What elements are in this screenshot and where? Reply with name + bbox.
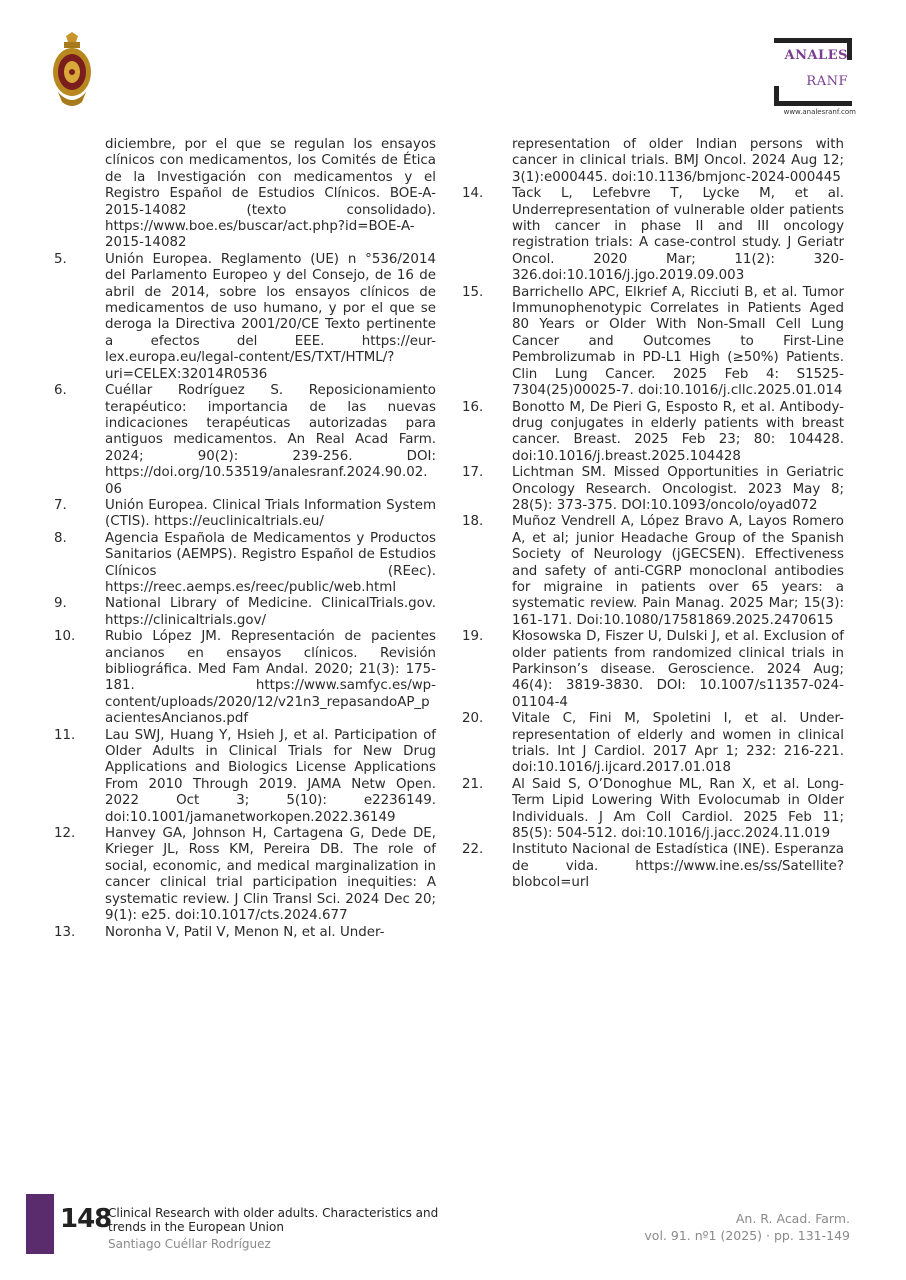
reference-number: 7. [54, 497, 67, 513]
journal-volume: vol. 91. nº1 (2025) · pp. 131-149 [644, 1228, 850, 1243]
reference-item [54, 137, 436, 252]
logo-url: www.analesranf.com [783, 108, 856, 116]
footer-author: Santiago Cuéllar Rodríguez [108, 1237, 271, 1251]
reference-item [54, 252, 436, 383]
reference-item [54, 498, 436, 531]
reference-number: 13. [54, 924, 76, 940]
reference-text: Bonotto M, De Pieri G, Esposto R, et al. Antibody-drug conjugates in elderly patients with breast cancer. Breast. 2025 Feb 23; 80: 104428. doi:10.1016/j.breast.2025.104428 [512, 399, 844, 464]
reference-item [462, 137, 844, 186]
reference-item [54, 728, 436, 826]
reference-number: 8. [54, 530, 67, 546]
reference-number: 9. [54, 596, 67, 612]
footer-accent-bar [26, 1194, 54, 1254]
reference-text: National Library of Medicine. ClinicalTrials.gov. https://clinicaltrials.gov/ [105, 596, 436, 628]
journal-logo [738, 36, 856, 118]
reference-number: 5. [54, 251, 67, 267]
journal-name: An. R. Acad. Farm. [735, 1211, 850, 1226]
reference-number: 16. [462, 399, 484, 415]
reference-item [462, 285, 844, 400]
reference-text: Unión Europea. Reglamento (UE) n °536/2014 del Parlamento Europeo y del Consejo, de 16 de abril de 2014, sobre los ensayos clínicos de medicamentos de uso humano, y por el que se deroga la Directiva 2001/20/CE Texto pertinente a efectos del EEE. https://eur-lex.europa.eu/legal-content/ES/TXT/HTML/?uri=CELEX:32014R0536 [105, 251, 436, 382]
reference-text: Hanvey GA, Johnson H, Cartagena G, Dede DE, Krieger JL, Ross KM, Pereira DB. The role of social, economic, and medical marginalization in cancer clinical trial participation inequities: A systematic review. J Clin Transl Sci. 2024 Dec 20; 9(1): e25. doi:10.1017/cts.2024.677 [105, 826, 436, 924]
logo-line-ranf: RANF [806, 74, 848, 89]
reference-item [462, 629, 844, 711]
reference-item [54, 596, 436, 629]
reference-number: 19. [462, 629, 484, 645]
reference-item [462, 514, 844, 629]
reference-item [54, 383, 436, 498]
reference-text: Cuéllar Rodríguez S. Reposicionamiento terapéutico: importancia de las nuevas indicaciones terapéuticas autorizadas para antiguos medicamentos. An Real Acad Farm. 2024; 90(2): 239-256. DOI: https://doi.org/10.53519/analesranf.2024.90.02.06 [105, 383, 436, 497]
reference-number: 10. [54, 629, 76, 645]
reference-text: Rubio López JM. Representación de pacientes ancianos en ensayos clínicos. Revisión bibliográfica. Med Fam Andal. 2020; 21(3): 175-181. https://www.samfyc.es/wp-content/uploads/2020/12/v21n3_repasandoAP_pacientesAncianos.pdf [105, 629, 436, 727]
logo-line-anales: ANALES [784, 48, 848, 63]
references-left-column [54, 137, 436, 941]
reference-text: Kłosowska D, Fiszer U, Dulski J, et al. Exclusion of older patients from randomized clinical trials in Parkinson’s disease. Geroscience. 2024 Aug; 46(4): 3819-3830. DOI: 10.1007/s11357-024-01104-4 [512, 629, 844, 710]
reference-number: 22. [462, 842, 484, 858]
reference-item [462, 400, 844, 466]
reference-number: 21. [462, 776, 484, 792]
reference-text: Instituto Nacional de Estadística (INE). Esperanza de vida. https://www.ine.es/ss/Satellite?blobcol=url [512, 842, 844, 891]
reference-text: Muñoz Vendrell A, López Bravo A, Layos Romero A, et al; junior Headache Group of the Spanish Society of Neurology (jGECSEN). Effectiveness and safety of anti-CGRP monoclonal antibodies for migraine in patients over 65 years: a systematic review. Pain Manag. 2025 Mar; 15(3): 161-171. Doi:10.1080/17581869.2025.2470615 [512, 514, 844, 628]
reference-text: Lau SWJ, Huang Y, Hsieh J, et al. Participation of Older Adults in Clinical Trials for New Drug Applications and Biologics License Applications From 2010 Through 2019. JAMA Netw Open. 2022 Oct 3; 5(10): e2236149. doi:10.1001/jamanetworkopen.2022.36149 [105, 727, 436, 825]
reference-number: 12. [54, 826, 76, 842]
reference-number: 17. [462, 465, 484, 481]
references-right-column [462, 137, 844, 892]
page-number: 148 [60, 1204, 112, 1234]
reference-number: 18. [462, 514, 484, 530]
reference-text: representation of older Indian persons with cancer in clinical trials. BMJ Oncol. 2024 Aug 12; 3(1):e000445. doi:10.1136/bmjonc-2024-000445 [512, 137, 844, 185]
reference-item [54, 826, 436, 924]
reference-number: 20. [462, 711, 484, 727]
reference-text: diciembre, por el que se regulan los ensayos clínicos con medicamentos, los Comités de Ética de la Investigación con medicamentos y el Registro Español de Estudios Clínicos. BOE-A-2015-14082 (texto consolidado). https://www.boe.es/buscar/act.php?id=BOE-A-2015-14082 [105, 137, 436, 251]
reference-text: Unión Europea. Clinical Trials Information System (CTIS). https://euclinicaltrials.eu/ [105, 497, 436, 530]
reference-item [462, 842, 844, 891]
reference-number: 15. [462, 284, 484, 300]
reference-number: 14. [462, 186, 484, 202]
reference-number: 11. [54, 727, 76, 743]
reference-text: Noronha V, Patil V, Menon N, et al. Under- [105, 924, 385, 940]
reference-text: Agencia Española de Medicamentos y Productos Sanitarios (AEMPS). Registro Español de Estudios Clínicos (REec). https://reec.aemps.es/reec/public/web.html [105, 530, 436, 595]
reference-text: Barrichello APC, Elkrief A, Ricciuti B, et al. Tumor Immunophenotypic Correlates in Patients Aged 80 Years or Older With Non-Small Cell Lung Cancer and Outcomes to First-Line Pembrolizumab in PD-L1 High (≥50%) Patients. Clin Lung Cancer. 2025 Feb 4: S1525-7304(25)00025-7. doi:10.1016/j.cllc.2025.01.014 [512, 284, 844, 399]
reference-text: Tack L, Lefebvre T, Lycke M, et al. Underrepresentation of vulnerable older patients with cancer in phase II and III oncology registration trials: A case-control study. J Geriatr Oncol. 2020 Mar; 11(2): 320-326.doi:10.1016/j.jgo.2019.09.003 [512, 186, 844, 284]
reference-item [462, 465, 844, 514]
academy-crest-icon [50, 32, 94, 108]
reference-item [54, 531, 436, 597]
reference-item [462, 186, 844, 284]
reference-item [462, 777, 844, 843]
reference-text: Vitale C, Fini M, Spoletini I, et al. Under-representation of elderly and women in clinical trials. Int J Cardiol. 2017 Apr 1; 232: 216-221. doi:10.1016/j.ijcard.2017.01.018 [512, 711, 844, 776]
reference-item [462, 711, 844, 777]
footer-article-title: Clinical Research with older adults. Characteristics and trends in the European Union [108, 1206, 439, 1234]
reference-text: Al Said S, O’Donoghue ML, Ran X, et al. Long-Term Lipid Lowering With Evolocumab in Older Individuals. J Am Coll Cardiol. 2025 Feb 11; 85(5): 504-512. doi:10.1016/j.jacc.2024.11.019 [512, 776, 844, 842]
reference-number: 6. [54, 383, 67, 399]
reference-item [54, 925, 436, 941]
reference-item [54, 629, 436, 727]
footer-journal-citation [644, 1210, 850, 1244]
reference-text: Lichtman SM. Missed Opportunities in Geriatric Oncology Research. Oncologist. 2023 May 8; 28(5): 373-375. DOI:10.1093/oncolo/oyad072 [512, 465, 844, 513]
